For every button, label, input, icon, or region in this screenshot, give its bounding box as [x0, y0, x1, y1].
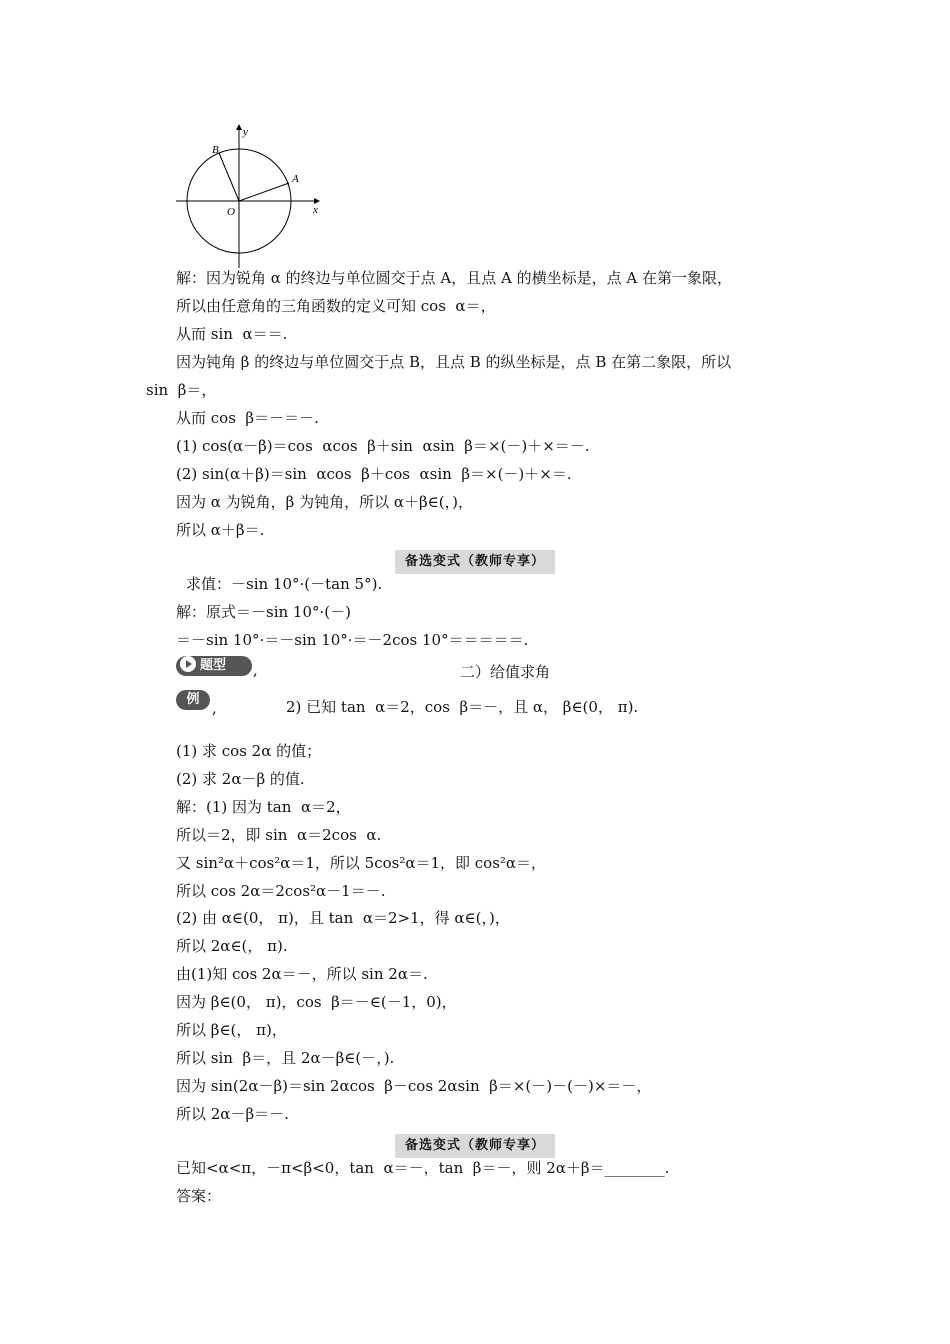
text-line: 所以 2α∈(， π). [176, 937, 288, 955]
y-axis-arrow [236, 124, 242, 130]
comma: , [253, 661, 258, 679]
banner-row [0, 1134, 950, 1158]
text-line: 所以＝2，即 sin α＝2cos α. [176, 826, 382, 844]
answer-label: 答案： [176, 1187, 222, 1205]
text-line: 所以 β∈(， π)， [176, 1021, 287, 1039]
text-line: 因为 α 为锐角，β 为钝角，所以 α＋β∈(，)， [176, 493, 473, 511]
question-type-label: 题型 [200, 658, 227, 673]
variant-banner: 备选变式（教师专享） [395, 1134, 555, 1158]
example-tag: 例 [176, 690, 210, 710]
label-point-a: A [292, 173, 299, 185]
variant-banner: 备选变式（教师专享） [395, 550, 555, 574]
text-line: 所以由任意角的三角函数的定义可知 cos α＝， [176, 297, 496, 315]
section-heading: 二）给值求角 [460, 663, 551, 681]
banner-row [0, 550, 950, 574]
text-line: 所以 cos 2α＝2cos²α－1＝－. [176, 882, 386, 900]
text-line: 从而 cos β＝－＝－. [176, 409, 319, 427]
label-x: x [313, 204, 318, 216]
comma: , [212, 699, 217, 717]
text-line: 因为钝角 β 的终边与单位圆交于点 B，且点 B 的纵坐标是，点 B 在第二象限，所以 [176, 353, 732, 371]
text-line: (1) cos(α－β)＝cos αcos β＋sin αsin β＝×(－)＋×＝－. [176, 437, 590, 455]
terminal-side-a [239, 183, 289, 201]
text-line: 所以 α＋β＝. [176, 521, 265, 539]
label-origin: O [227, 206, 235, 218]
unit-circle-diagram [172, 118, 332, 273]
label-y: y [243, 126, 248, 138]
text-line: 解：原式＝－sin 10°·(－) [176, 603, 351, 621]
text-line: 所以 sin β＝，且 2α－β∈(－，). [176, 1049, 395, 1067]
text-line: (2) sin(α＋β)＝sin αcos β＋cos αsin β＝×(－)＋×＝. [176, 465, 572, 483]
text-line: 从而 sin α＝＝. [176, 325, 288, 343]
text-line: ＝－sin 10°·＝－sin 10°·＝－2cos 10°＝＝＝＝＝. [176, 631, 529, 649]
text-line: 所以 2α－β＝－. [176, 1105, 289, 1123]
text-line: 因为 β∈(0， π)，cos β＝－∈(－1，0)， [176, 993, 457, 1011]
text-line: sin β＝， [146, 381, 217, 399]
text-line: 已知<α<π，－π<β<0，tan α＝－，tan β＝－，则 2α＋β＝________. [176, 1159, 670, 1177]
text-line: (1) 求 cos 2α 的值； [176, 742, 322, 760]
terminal-side-b [219, 153, 239, 201]
text-line: 解：因为锐角 α 的终边与单位圆交于点 A，且点 A 的横坐标是，点 A 在第一象限， [176, 269, 733, 287]
text-line: 求值：－sin 10°·(－tan 5°). [186, 575, 383, 593]
text-line: 2) 已知 tan α＝2，cos β＝－，且 α， β∈(0， π). [286, 698, 639, 716]
text-line: 解：(1) 因为 tan α＝2， [176, 798, 351, 816]
text-line: 由(1)知 cos 2α＝－，所以 sin 2α＝. [176, 965, 428, 983]
label-point-b: B [212, 144, 219, 156]
text-line: (2) 由 α∈(0， π)，且 tan α＝2>1，得 α∈(，)， [176, 909, 510, 927]
play-icon [180, 656, 196, 672]
text-line: 又 sin²α＋cos²α＝1，所以 5cos²α＝1，即 cos²α＝， [176, 854, 547, 872]
question-type-tag [176, 656, 252, 676]
text-line: 因为 sin(2α－β)＝sin 2αcos β－cos 2αsin β＝×(－)－(－)×＝－， [176, 1077, 652, 1095]
text-line: (2) 求 2α－β 的值. [176, 770, 305, 788]
